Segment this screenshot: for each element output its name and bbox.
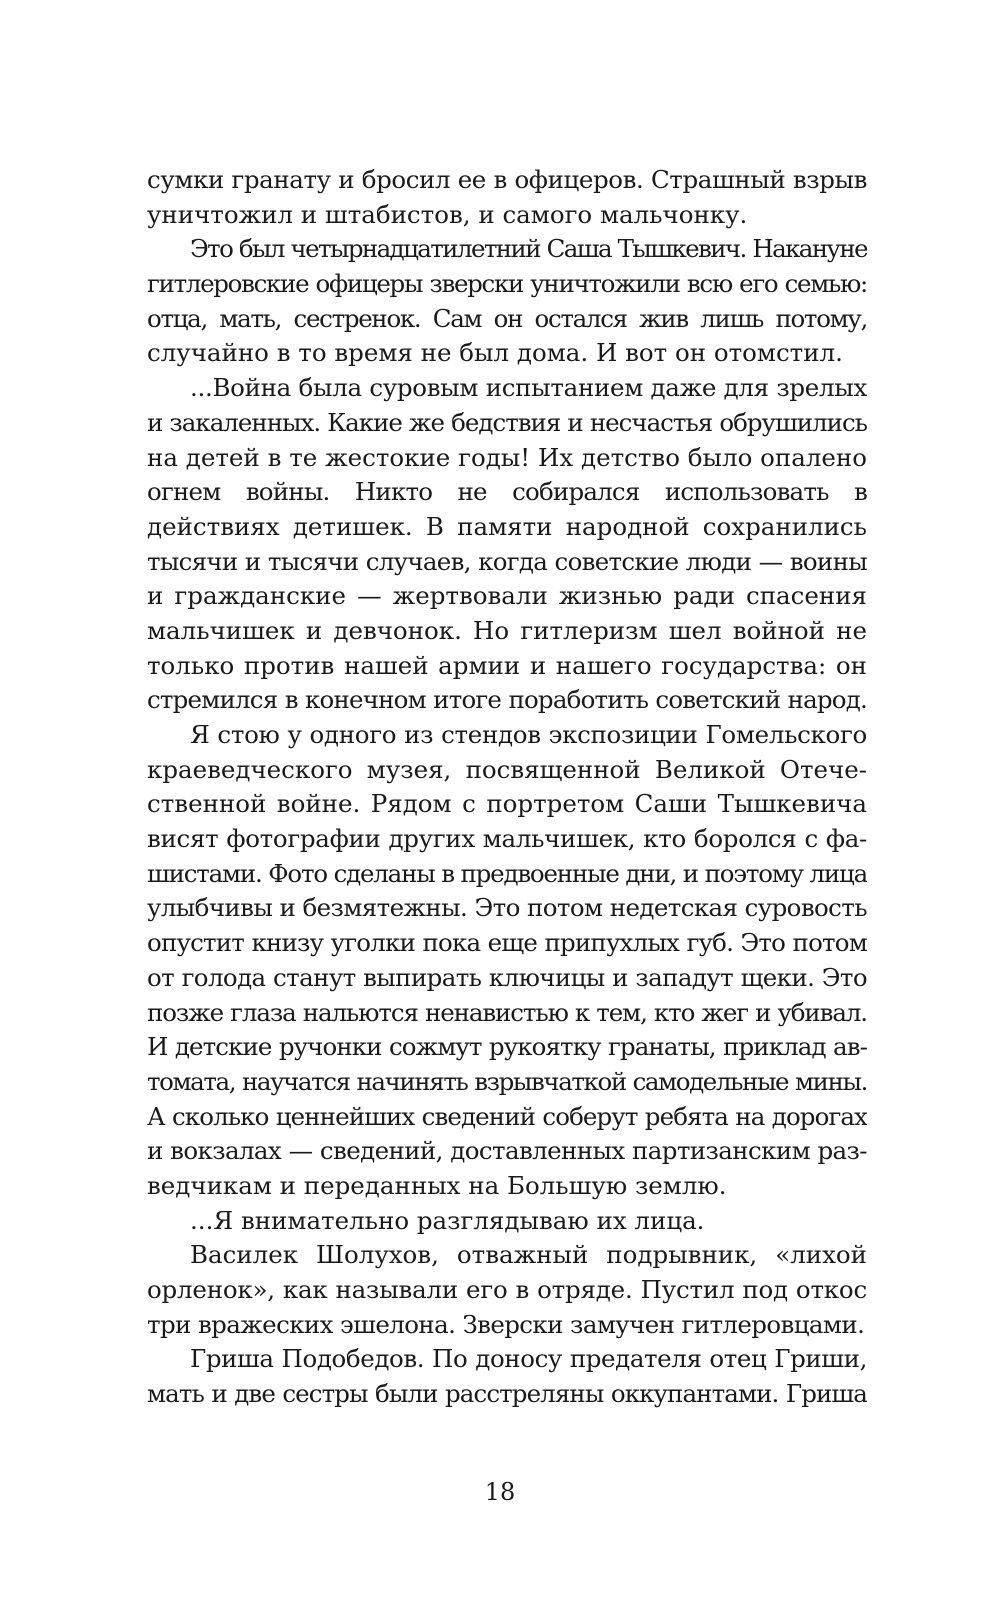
text-line: только против нашей армии и нашего государства: он <box>147 650 867 680</box>
text-line: и закаленных. Какие же бедствия и несчастья обрушились <box>147 407 867 437</box>
text-line: и вокзалах — сведений, доставленных партизанским раз- <box>147 1136 867 1166</box>
text-line: висят фотографии других мальчишек, кто боролся с фа- <box>147 824 867 854</box>
text-line: на детей в те жестокие годы! Их детство было опалено <box>147 442 867 472</box>
text-line: Василек Шолухов, отважный подрывник, «лихой <box>190 1240 867 1270</box>
text-line: и гражданские — жертвовали жизнью ради спасения <box>147 581 867 611</box>
text-line: стремился в конечном итоге поработить советский народ. <box>147 685 867 715</box>
text-line: орленок», как называли его в отряде. Пустил под откос <box>147 1275 867 1304</box>
text-line: ведчикам и переданных на Большую землю. <box>147 1170 727 1200</box>
body-text <box>147 163 867 1412</box>
text-line: А сколько ценнейших сведений соберут ребята на дорогах <box>147 1101 867 1131</box>
text-line: краеведческого музея, посвященной Великой Отече- <box>147 754 867 784</box>
text-line: ...Война была суровым испытанием даже для зрелых <box>190 373 867 403</box>
text-line: мать и две сестры были расстреляны оккупантами. Гриша <box>147 1379 867 1409</box>
text-line: ...Я внимательно разглядываю их лица. <box>190 1205 705 1235</box>
text-line: три вражеских эшелона. Зверски замучен гитлеровцами. <box>147 1309 865 1339</box>
text-line: опустит книзу уголки пока еще припухлых губ. Это потом <box>147 928 867 958</box>
text-line: шистами. Фото сделаны в предвоенные дни, и поэтому лица <box>147 858 867 888</box>
text-line: Это был четырнадцатилетний Саша Тышкевич. Накануне <box>190 234 867 264</box>
text-line: уничтожил и штабистов, и самого мальчонку. <box>147 199 748 229</box>
text-line: сумки гранату и бросил ее в офицеров. Страшный взрыв <box>147 165 867 194</box>
page-number: 18 <box>484 1478 516 1506</box>
text-line: случайно в то время не был дома. И вот он отомстил. <box>147 338 843 368</box>
text-line: от голода станут выпирать ключицы и западут щеки. Это <box>147 962 867 992</box>
text-line: огнем войны. Никто не собирался использовать в <box>147 477 867 507</box>
text-line: действиях детишек. В памяти народной сохранились <box>147 511 867 541</box>
text-line: гитлеровские офицеры зверски уничтожили всю его семью: <box>147 269 867 299</box>
text-line: улыбчивы и безмятежны. Это потом недетская суровость <box>147 893 867 923</box>
text-line: И детские ручонки сожмут рукоятку гранаты, приклад ав- <box>147 1032 867 1062</box>
text-line: томата, научатся начинять взрывчаткой самодельные мины. <box>147 1066 867 1096</box>
text-line: Гриша Подобедов. По доносу предателя отец Гриши, <box>190 1344 867 1374</box>
text-line: ственной войне. Рядом с портретом Саши Тышкевича <box>147 789 867 819</box>
text-line: тысячи и тысячи случаев, когда советские люди — воины <box>147 546 867 576</box>
text-line: мальчишек и девчонок. Но гитлеризм шел войной не <box>147 615 867 645</box>
text-line: позже глаза нальются ненавистью к тем, кто жег и убивал. <box>147 997 867 1027</box>
text-line: отца, мать, сестренок. Сам он остался жив лишь потому, <box>147 303 867 333</box>
text-line: Я стою у одного из стендов экспозиции Гомельского <box>190 720 867 749</box>
